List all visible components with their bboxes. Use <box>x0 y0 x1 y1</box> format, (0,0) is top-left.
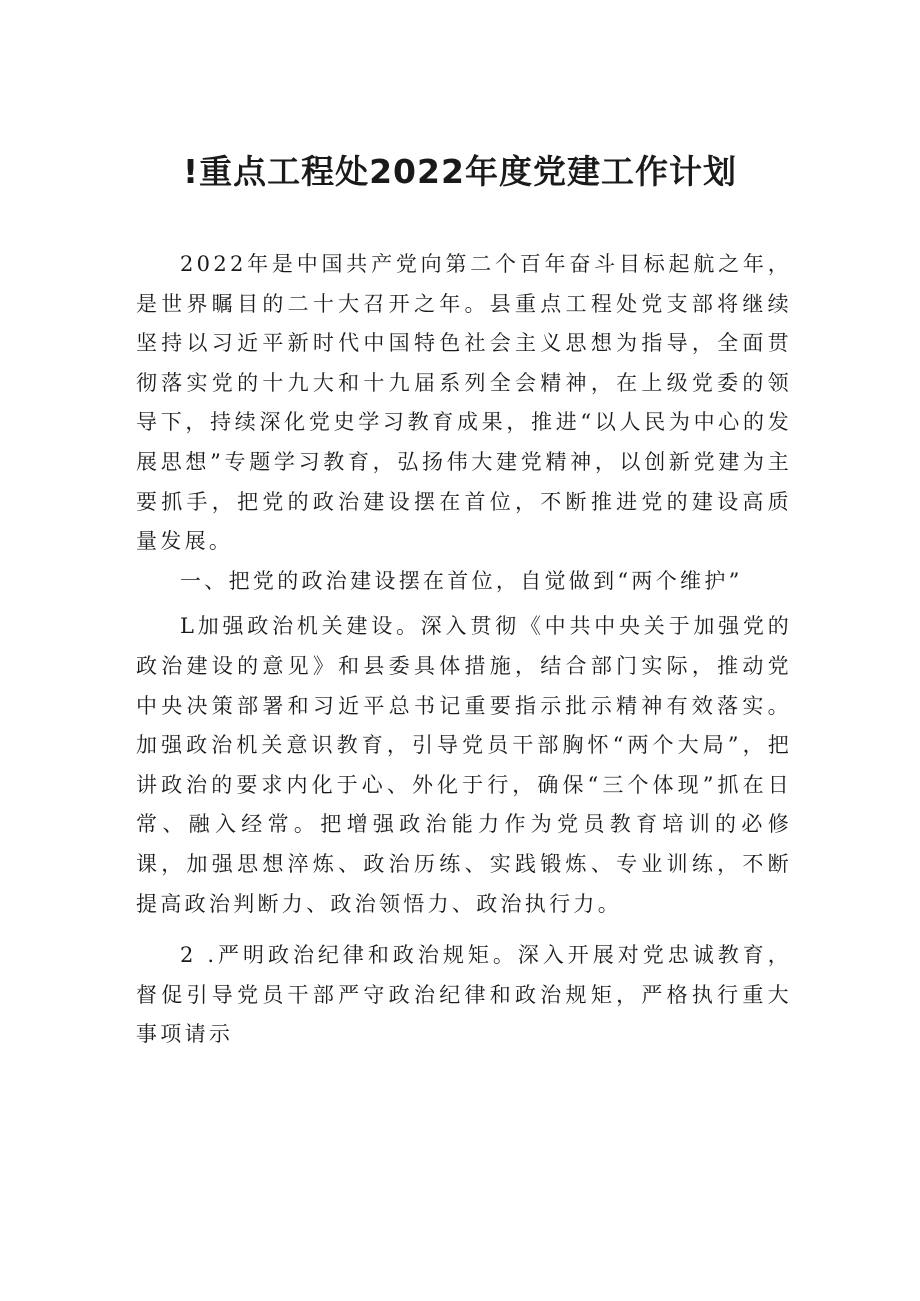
document-title: !重点工程处2022年度党建工作计划 <box>183 152 737 191</box>
section-heading: 一、把党的政治建设摆在首位，自觉做到“两个维护” <box>180 568 743 593</box>
document-body <box>136 245 792 1055</box>
intro-paragraph: 2022年是中国共产党向第二个百年奋斗目标起航之年，是世界瞩目的二十大召开之年。县重点工程处党支部将继续坚持以习近平新时代中国特色社会主义思想为指导，全面贯彻落实党的十九大和十九届系列全会精神，在上级党委的领导下，持续深化党史学习教育成果，推进“以人民为中心的发展思想”专题学习教育，弘扬伟大建党精神，以创新党建为主要抓手，把党的政治建设摆在首位，不断推进党的建设高质量发展。 <box>136 252 792 554</box>
item-paragraph-2: 2 .严明政治纪律和政治规矩。深入开展对党忠诚教育，督促引导党员干部严守政治纪律和政治规矩，严格执行重大事项请示 <box>136 943 792 1047</box>
item-paragraph-1: L加强政治机关建设。深入贯彻《中共中央关于加强党的政治建设的意见》和县委具体措施，结合部门实际，推动党中央决策部署和习近平总书记重要指示批示精神有效落实。加强政治机关意识教育，引导党员干部胸怀“两个大局”，把讲政治的要求内化于心、外化于行，确保“三个体现”抓在日常、融入经常。把增强政治能力作为党员教育培训的必修课，加强思想淬炼、政治历练、实践锻炼、专业训练，不断提高政治判断力、政治领悟力、政治执行力。 <box>136 614 792 916</box>
